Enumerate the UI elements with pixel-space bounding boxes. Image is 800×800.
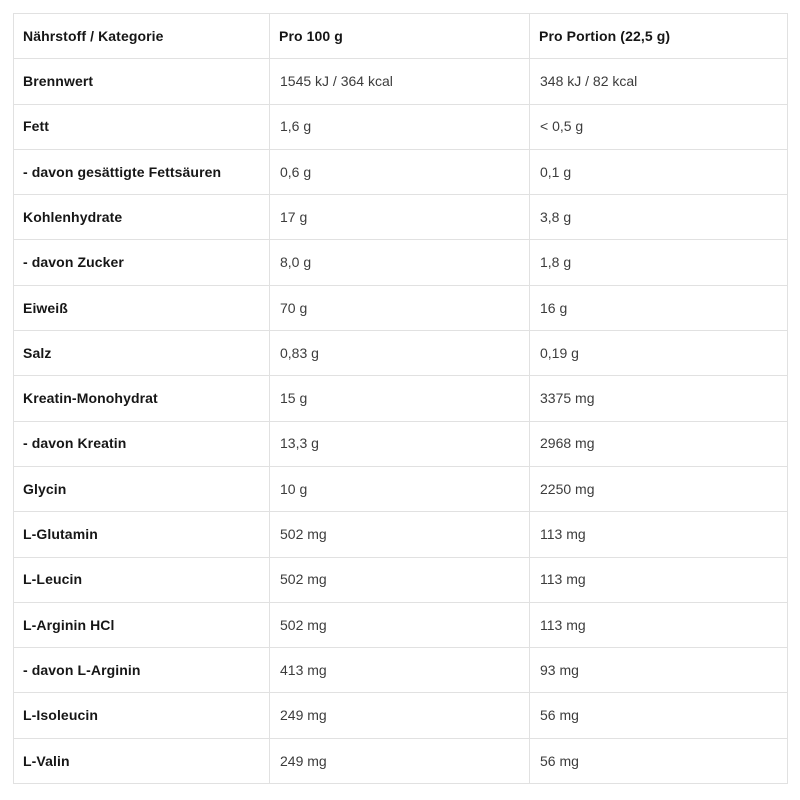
table-row	[14, 376, 788, 421]
per-portion-cell: 113 mg	[530, 602, 788, 647]
table-row	[14, 738, 788, 783]
per-portion-cell: 0,19 g	[530, 331, 788, 376]
nutrient-cell: L-Isoleucin	[14, 693, 270, 738]
per-100g-cell: 249 mg	[270, 693, 530, 738]
per-100g-cell: 10 g	[270, 466, 530, 511]
per-portion-cell: 16 g	[530, 285, 788, 330]
column-header: Pro 100 g	[270, 14, 530, 59]
nutrient-cell: Kohlenhydrate	[14, 195, 270, 240]
table-row	[14, 59, 788, 104]
per-100g-cell: 502 mg	[270, 557, 530, 602]
nutrient-cell: Fett	[14, 104, 270, 149]
per-portion-cell: 348 kJ / 82 kcal	[530, 59, 788, 104]
per-100g-cell: 249 mg	[270, 738, 530, 783]
table-body	[14, 59, 788, 784]
nutrient-cell: - davon Zucker	[14, 240, 270, 285]
nutrient-cell: - davon L-Arginin	[14, 648, 270, 693]
table-row	[14, 331, 788, 376]
nutrient-cell: L-Valin	[14, 738, 270, 783]
nutrient-cell: - davon gesättigte Fettsäuren	[14, 149, 270, 194]
per-portion-cell: 56 mg	[530, 693, 788, 738]
per-100g-cell: 13,3 g	[270, 421, 530, 466]
nutrient-cell: Eiweiß	[14, 285, 270, 330]
per-portion-cell: 3,8 g	[530, 195, 788, 240]
nutrient-cell: Brennwert	[14, 59, 270, 104]
per-100g-cell: 0,6 g	[270, 149, 530, 194]
per-portion-cell: 93 mg	[530, 648, 788, 693]
nutrient-cell: Glycin	[14, 466, 270, 511]
per-portion-cell: 0,1 g	[530, 149, 788, 194]
header-row	[14, 14, 788, 59]
column-header: Pro Portion (22,5 g)	[530, 14, 788, 59]
per-100g-cell: 1545 kJ / 364 kcal	[270, 59, 530, 104]
per-portion-cell: 1,8 g	[530, 240, 788, 285]
per-100g-cell: 15 g	[270, 376, 530, 421]
table-row	[14, 195, 788, 240]
per-100g-cell: 0,83 g	[270, 331, 530, 376]
table-row	[14, 512, 788, 557]
per-100g-cell: 17 g	[270, 195, 530, 240]
nutrition-table	[13, 13, 788, 784]
nutrient-cell: Kreatin-Monohydrat	[14, 376, 270, 421]
per-portion-cell: 3375 mg	[530, 376, 788, 421]
table-row	[14, 693, 788, 738]
table-row	[14, 466, 788, 511]
table-row	[14, 149, 788, 194]
table-row	[14, 602, 788, 647]
per-100g-cell: 8,0 g	[270, 240, 530, 285]
per-100g-cell: 502 mg	[270, 602, 530, 647]
per-100g-cell: 1,6 g	[270, 104, 530, 149]
table-row	[14, 648, 788, 693]
nutrient-cell: L-Leucin	[14, 557, 270, 602]
nutrient-cell: Salz	[14, 331, 270, 376]
per-portion-cell: 113 mg	[530, 512, 788, 557]
per-portion-cell: 113 mg	[530, 557, 788, 602]
nutrient-cell: L-Arginin HCl	[14, 602, 270, 647]
nutrition-table-container	[13, 13, 788, 784]
per-100g-cell: 413 mg	[270, 648, 530, 693]
per-100g-cell: 70 g	[270, 285, 530, 330]
per-portion-cell: 2968 mg	[530, 421, 788, 466]
table-row	[14, 104, 788, 149]
table-row	[14, 285, 788, 330]
table-row	[14, 240, 788, 285]
column-header: Nährstoff / Kategorie	[14, 14, 270, 59]
table-row	[14, 421, 788, 466]
per-portion-cell: 56 mg	[530, 738, 788, 783]
per-portion-cell: < 0,5 g	[530, 104, 788, 149]
table-row	[14, 557, 788, 602]
nutrient-cell: - davon Kreatin	[14, 421, 270, 466]
per-100g-cell: 502 mg	[270, 512, 530, 557]
per-portion-cell: 2250 mg	[530, 466, 788, 511]
nutrient-cell: L-Glutamin	[14, 512, 270, 557]
